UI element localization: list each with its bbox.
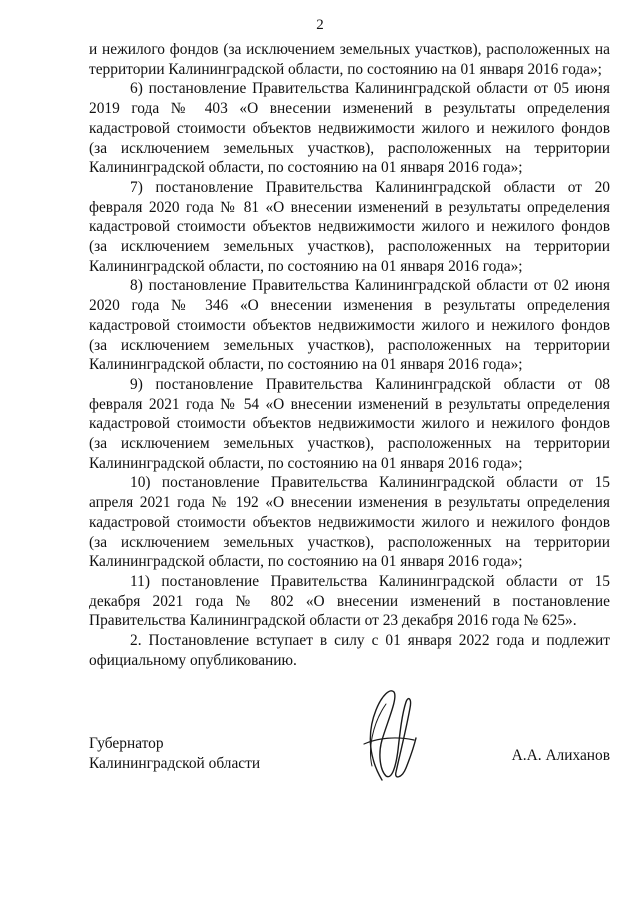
page-number: 2 bbox=[316, 17, 324, 33]
paragraph-continuation: и нежилого фондов (за исключением земельных участков), расположенных на территории Калининградской области, по состоянию на 01 января 2016 года»; bbox=[89, 41, 610, 78]
document-body bbox=[89, 40, 610, 671]
handwritten-signature bbox=[352, 680, 422, 790]
signer-title-line-1: Губернатор bbox=[89, 735, 164, 752]
signer-title-line-2: Калининградской области bbox=[89, 754, 261, 772]
paragraph-item-9: 9) постановление Правительства Калининградской области от 08 февраля 2021 года № 54 «О внесении изменений в результаты определения кадастровой стоимости объектов недвижимости жилого и нежилого фондов (за исключением земельных участков), расположенных на территории Калининградской области, по состоянию на 01 января 2016 года»; bbox=[89, 375, 610, 472]
paragraph-effective-date: 2. Постановление вступает в силу с 01 января 2022 года и подлежит официальному опубликованию. bbox=[89, 632, 610, 669]
paragraph-item-6: 6) постановление Правительства Калининградской области от 05 июня 2019 года № 403 «О внесении изменений в результаты определения кадастровой стоимости объектов недвижимости жилого и нежилого фондов (за исключением земельных участков), расположенных на территории Калининградской области, по состоянию на 01 января 2016 года»; bbox=[89, 80, 610, 177]
paragraph-item-7: 7) постановление Правительства Калининградской области от 20 февраля 2020 года № 81 «О внесении изменений в результаты определения кадастровой стоимости объектов недвижимости жилого и нежилого фондов (за исключением земельных участков), расположенных на территории Калининградской области, по состоянию на 01 января 2016 года»; bbox=[89, 178, 610, 275]
signer-name: А.А. Алиханов bbox=[511, 747, 610, 764]
paragraph-item-10: 10) постановление Правительства Калининградской области от 15 апреля 2021 года № 192 «О внесении изменения в результаты определения кадастровой стоимости объектов недвижимости жилого и нежилого фондов (за исключением земельных участков), расположенных на территории Калининградской области, по состоянию на 01 января 2016 года»; bbox=[89, 474, 610, 571]
paragraph-item-11: 11) постановление Правительства Калининградской области от 15 декабря 2021 года № 802 «О внесении изменений в постановление Правительства Калининградской области от 23 декабря 2016 года № 625». bbox=[89, 572, 610, 630]
paragraph-item-8: 8) постановление Правительства Калининградской области от 02 июня 2020 года № 346 «О внесении изменения в результаты определения кадастровой стоимости объектов недвижимости жилого и нежилого фондов (за исключением земельных участков), расположенных на территории Калининградской области, по состоянию на 01 января 2016 года»; bbox=[89, 277, 610, 374]
